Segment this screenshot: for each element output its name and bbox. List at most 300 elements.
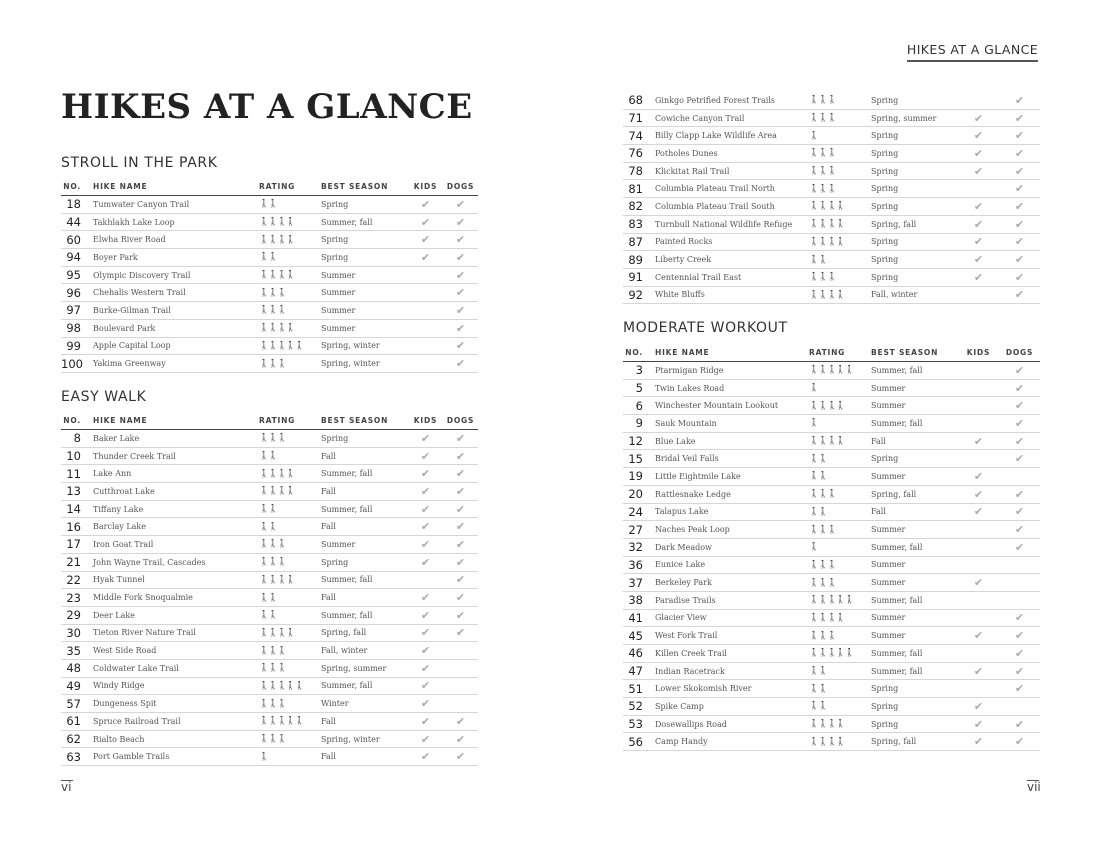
hike-name: Columbia Plateau Trail South <box>651 198 809 216</box>
dogs-check-icon: ✔ <box>455 339 466 353</box>
dogs-check-icon: ✔ <box>455 555 466 569</box>
hiker-icon: 🚶 <box>809 559 818 569</box>
hiker-icon: 🚶 <box>826 236 836 246</box>
hiker-icon: 🚶 <box>809 595 818 605</box>
table-row <box>623 432 1040 450</box>
hiker-icon: 🚶 <box>844 648 854 658</box>
best-season: Fall <box>321 483 408 501</box>
rating <box>809 556 871 574</box>
best-season: Spring <box>321 249 408 267</box>
hike-number: 78 <box>623 162 651 180</box>
hiker-icon: 🚶 <box>826 219 836 229</box>
hike-name: Tumwater Canyon Trail <box>89 196 259 214</box>
hiker-icon: 🚶 <box>826 630 836 640</box>
hiker-icon: 🚶 <box>817 113 827 123</box>
kids-check-icon: ✔ <box>420 467 431 481</box>
hike-number: 20 <box>623 485 651 503</box>
kids-cell <box>408 642 443 660</box>
dogs-check-icon: ✔ <box>1014 664 1025 678</box>
table-row <box>623 485 1040 503</box>
kids-cell <box>408 319 443 337</box>
dogs-cell <box>999 251 1040 269</box>
table-row <box>61 355 478 373</box>
hike-name: Klickitat Rail Trail <box>651 162 809 180</box>
best-season: Spring <box>871 92 958 109</box>
hiker-icon: 🚶 <box>817 612 827 622</box>
rating <box>259 196 321 214</box>
best-season: Fall, winter <box>321 642 408 660</box>
hiker-icon: 🚶 <box>267 234 277 244</box>
hiker-icon: 🚶 <box>817 736 827 746</box>
table-row <box>623 503 1040 521</box>
dogs-cell <box>999 215 1040 233</box>
hiker-icon: 🚶 <box>817 166 827 176</box>
hiker-icon: 🚶 <box>259 698 268 708</box>
dogs-check-icon: ✔ <box>455 467 466 481</box>
header-dogs: DOGS <box>443 412 478 430</box>
best-season: Spring <box>871 145 958 163</box>
hike-name: Boyer Park <box>89 249 259 267</box>
hiker-icon: 🚶 <box>259 287 268 297</box>
hiker-icon: 🚶 <box>835 236 845 246</box>
hike-number: 83 <box>623 215 651 233</box>
hiker-icon: 🚶 <box>259 217 268 227</box>
best-season: Summer <box>871 521 958 539</box>
kids-check-icon: ✔ <box>973 164 984 178</box>
dogs-check-icon: ✔ <box>1014 682 1025 696</box>
hiker-icon: 🚶 <box>809 400 818 410</box>
hike-name: Tiffany Lake <box>89 500 259 518</box>
rating <box>809 627 871 645</box>
kids-cell <box>958 286 999 304</box>
kids-check-icon: ✔ <box>973 664 984 678</box>
best-season: Spring, fall <box>871 733 958 751</box>
best-season: Spring <box>871 698 958 716</box>
hiker-icon: 🚶 <box>267 645 277 655</box>
dogs-check-icon: ✔ <box>1014 270 1025 284</box>
dogs-check-icon: ✔ <box>455 520 466 534</box>
rating <box>259 606 321 624</box>
hiker-icon: 🚶 <box>285 680 295 690</box>
hike-number: 87 <box>623 233 651 251</box>
table-row <box>623 233 1040 251</box>
hiker-icon: 🚶 <box>259 751 268 761</box>
hike-name: Port Gamble Trails <box>89 748 259 766</box>
hike-name: John Wayne Trail, Cascades <box>89 553 259 571</box>
table-header-row <box>61 178 478 196</box>
hike-number: 89 <box>623 251 651 269</box>
hike-name: Cowiche Canyon Trail <box>651 109 809 127</box>
dogs-check-icon: ✔ <box>1014 646 1025 660</box>
table-row <box>61 695 478 713</box>
best-season: Spring, fall <box>871 485 958 503</box>
dogs-cell <box>999 715 1040 733</box>
rating <box>809 233 871 251</box>
rating <box>809 468 871 486</box>
hiker-icon: 🚶 <box>267 539 277 549</box>
dogs-check-icon: ✔ <box>455 714 466 728</box>
hike-name: Boulevard Park <box>89 319 259 337</box>
header-hike-name: HIKE NAME <box>89 412 259 430</box>
hike-number: 81 <box>623 180 651 198</box>
kids-cell <box>958 215 999 233</box>
hike-number: 23 <box>61 589 89 607</box>
dogs-check-icon: ✔ <box>1014 629 1025 643</box>
rating <box>809 379 871 397</box>
dogs-cell <box>999 645 1040 663</box>
hiker-icon: 🚶 <box>267 358 277 368</box>
dogs-check-icon: ✔ <box>1014 182 1025 196</box>
kids-check-icon: ✔ <box>420 484 431 498</box>
hike-name: Thunder Creek Trail <box>89 447 259 465</box>
hiker-icon: 🚶 <box>817 183 827 193</box>
header-best-season: BEST SEASON <box>321 178 408 196</box>
kids-cell <box>408 430 443 448</box>
hike-name: Bridal Veil Falls <box>651 450 809 468</box>
table-row <box>623 109 1040 127</box>
hike-number: 32 <box>623 538 651 556</box>
rating <box>809 432 871 450</box>
hiker-icon: 🚶 <box>259 234 268 244</box>
best-season: Spring <box>871 680 958 698</box>
dogs-check-icon: ✔ <box>455 750 466 764</box>
dogs-cell <box>443 465 478 483</box>
hiker-icon: 🚶 <box>835 736 845 746</box>
kids-cell <box>408 196 443 214</box>
hiker-icon: 🚶 <box>817 453 827 463</box>
kids-check-icon: ✔ <box>973 199 984 213</box>
hike-number: 29 <box>61 606 89 624</box>
table-row <box>61 642 478 660</box>
best-season: Summer <box>321 302 408 320</box>
hiker-icon: 🚶 <box>826 201 836 211</box>
dogs-check-icon: ✔ <box>1014 399 1025 413</box>
rating <box>259 695 321 713</box>
best-season: Fall <box>321 447 408 465</box>
dogs-cell <box>443 430 478 448</box>
rating <box>809 645 871 663</box>
table-row <box>623 609 1040 627</box>
kids-cell <box>958 198 999 216</box>
hike-name: Middle Fork Snoqualmie <box>89 589 259 607</box>
kids-cell <box>958 92 999 109</box>
hiker-icon: 🚶 <box>267 252 277 262</box>
hiker-icon: 🚶 <box>809 666 818 676</box>
hiker-icon: 🚶 <box>285 217 295 227</box>
kids-cell <box>408 465 443 483</box>
rating <box>809 415 871 433</box>
hiker-icon: 🚶 <box>826 595 836 605</box>
hiker-icon: 🚶 <box>809 183 818 193</box>
kids-cell <box>958 503 999 521</box>
hike-number: 21 <box>61 553 89 571</box>
dogs-check-icon: ✔ <box>1014 111 1025 125</box>
hike-name: Sauk Mountain <box>651 415 809 433</box>
dogs-check-icon: ✔ <box>455 626 466 640</box>
hiker-icon: 🚶 <box>276 627 286 637</box>
table-row <box>623 127 1040 145</box>
dogs-cell <box>999 286 1040 304</box>
hiker-icon: 🚶 <box>259 199 268 209</box>
best-season: Fall <box>871 432 958 450</box>
kids-cell <box>408 748 443 766</box>
hiker-icon: 🚶 <box>809 630 818 640</box>
hike-number: 24 <box>623 503 651 521</box>
best-season: Summer <box>871 379 958 397</box>
hike-name: Camp Handy <box>651 733 809 751</box>
dogs-cell <box>443 337 478 355</box>
best-season: Fall <box>321 748 408 766</box>
dogs-cell <box>443 677 478 695</box>
hiker-icon: 🚶 <box>267 592 277 602</box>
continued-table <box>623 92 1040 304</box>
dogs-cell <box>443 266 478 284</box>
hiker-icon: 🚶 <box>809 272 818 282</box>
best-season: Winter <box>321 695 408 713</box>
hike-number: 13 <box>61 483 89 501</box>
hiker-icon: 🚶 <box>809 95 818 105</box>
hiker-icon: 🚶 <box>817 559 827 569</box>
hiker-icon: 🚶 <box>809 166 818 176</box>
running-head: HIKES AT A GLANCE <box>907 42 1038 62</box>
hiker-icon: 🚶 <box>267 433 277 443</box>
header-kids: KIDS <box>408 412 443 430</box>
dogs-check-icon: ✔ <box>1014 288 1025 302</box>
hiker-icon: 🚶 <box>817 148 827 158</box>
dogs-check-icon: ✔ <box>455 502 466 516</box>
hiker-icon: 🚶 <box>826 524 836 534</box>
kids-cell <box>958 574 999 592</box>
hiker-icon: 🚶 <box>826 166 836 176</box>
kids-check-icon: ✔ <box>420 537 431 551</box>
hiker-icon: 🚶 <box>817 254 827 264</box>
table-row <box>623 362 1040 380</box>
dogs-cell <box>999 521 1040 539</box>
table-row <box>623 215 1040 233</box>
header-best-season: BEST SEASON <box>871 344 958 362</box>
hiker-icon: 🚶 <box>267 574 277 584</box>
best-season: Summer <box>871 609 958 627</box>
hike-name: Ginkgo Petrified Forest Trails <box>651 92 809 109</box>
kids-cell <box>958 698 999 716</box>
rating <box>259 536 321 554</box>
kids-check-icon: ✔ <box>973 270 984 284</box>
dogs-cell <box>443 606 478 624</box>
hiker-icon: 🚶 <box>817 436 827 446</box>
rating <box>259 447 321 465</box>
header-no: NO. <box>623 344 651 362</box>
rating <box>809 162 871 180</box>
dogs-check-icon: ✔ <box>1014 93 1025 107</box>
section-title-moderate: MODERATE WORKOUT <box>623 320 788 336</box>
best-season: Spring <box>871 251 958 269</box>
rating <box>259 249 321 267</box>
rating <box>259 319 321 337</box>
header-kids: KIDS <box>958 344 999 362</box>
dogs-cell <box>443 571 478 589</box>
hike-name: Centennial Trail East <box>651 268 809 286</box>
kids-check-icon: ✔ <box>973 699 984 713</box>
section-title-easy: EASY WALK <box>61 389 147 405</box>
hiker-icon: 🚶 <box>259 486 268 496</box>
kids-check-icon: ✔ <box>973 469 984 483</box>
kids-check-icon: ✔ <box>420 233 431 247</box>
kids-cell <box>958 109 999 127</box>
best-season: Fall <box>321 589 408 607</box>
dogs-check-icon: ✔ <box>1014 381 1025 395</box>
hiker-icon: 🚶 <box>285 234 295 244</box>
best-season: Spring <box>871 715 958 733</box>
hike-number: 71 <box>623 109 651 127</box>
best-season: Summer <box>321 319 408 337</box>
hike-name: Deer Lake <box>89 606 259 624</box>
hiker-icon: 🚶 <box>285 270 295 280</box>
dogs-cell <box>999 127 1040 145</box>
dogs-cell <box>999 450 1040 468</box>
table-row <box>623 145 1040 163</box>
dogs-check-icon: ✔ <box>1014 199 1025 213</box>
hike-name: Dark Meadow <box>651 538 809 556</box>
kids-cell <box>958 645 999 663</box>
rating <box>259 518 321 536</box>
rating <box>809 397 871 415</box>
kids-check-icon: ✔ <box>420 608 431 622</box>
best-season: Spring, fall <box>321 624 408 642</box>
hiker-icon: 🚶 <box>835 719 845 729</box>
kids-cell <box>958 415 999 433</box>
hiker-icon: 🚶 <box>817 648 827 658</box>
kids-check-icon: ✔ <box>973 434 984 448</box>
dogs-check-icon: ✔ <box>1014 487 1025 501</box>
dogs-check-icon: ✔ <box>455 449 466 463</box>
kids-check-icon: ✔ <box>973 576 984 590</box>
header-rating: RATING <box>259 178 321 196</box>
kids-cell <box>958 680 999 698</box>
rating <box>809 662 871 680</box>
hike-number: 94 <box>61 249 89 267</box>
hike-number: 91 <box>623 268 651 286</box>
hike-number: 46 <box>623 645 651 663</box>
kids-cell <box>958 627 999 645</box>
kids-cell <box>958 733 999 751</box>
hiker-icon: 🚶 <box>259 734 268 744</box>
table-row <box>61 571 478 589</box>
hiker-icon: 🚶 <box>826 272 836 282</box>
dogs-check-icon: ✔ <box>455 431 466 445</box>
hiker-icon: 🚶 <box>276 574 286 584</box>
rating <box>259 659 321 677</box>
hiker-icon: 🚶 <box>817 365 827 375</box>
rating <box>809 109 871 127</box>
hiker-icon: 🚶 <box>826 559 836 569</box>
kids-cell <box>958 450 999 468</box>
rating <box>809 574 871 592</box>
hike-name: Coldwater Lake Trail <box>89 659 259 677</box>
hiker-icon: 🚶 <box>817 236 827 246</box>
hiker-icon: 🚶 <box>826 400 836 410</box>
kids-check-icon: ✔ <box>420 431 431 445</box>
dogs-check-icon: ✔ <box>1014 253 1025 267</box>
hiker-icon: 🚶 <box>259 358 268 368</box>
kids-cell <box>408 518 443 536</box>
table-row <box>623 92 1040 109</box>
kids-cell <box>958 432 999 450</box>
hiker-icon: 🚶 <box>817 524 827 534</box>
hike-number: 18 <box>61 196 89 214</box>
dogs-cell <box>443 748 478 766</box>
hiker-icon: 🚶 <box>259 557 268 567</box>
dogs-cell <box>443 483 478 501</box>
hiker-icon: 🚶 <box>809 736 818 746</box>
hiker-icon: 🚶 <box>809 383 818 393</box>
best-season: Summer, fall <box>321 465 408 483</box>
table-row <box>623 538 1040 556</box>
hiker-icon: 🚶 <box>809 254 818 264</box>
hike-number: 27 <box>623 521 651 539</box>
kids-check-icon: ✔ <box>420 714 431 728</box>
kids-check-icon: ✔ <box>420 502 431 516</box>
dogs-cell <box>443 249 478 267</box>
hike-name: Rialto Beach <box>89 730 259 748</box>
table-row <box>623 198 1040 216</box>
hiker-icon: 🚶 <box>285 340 295 350</box>
hiker-icon: 🚶 <box>809 201 818 211</box>
table-row <box>623 521 1040 539</box>
hiker-icon: 🚶 <box>285 716 295 726</box>
kids-cell <box>408 730 443 748</box>
kids-cell <box>958 538 999 556</box>
kids-check-icon: ✔ <box>420 197 431 211</box>
hiker-icon: 🚶 <box>267 627 277 637</box>
hike-number: 48 <box>61 659 89 677</box>
dogs-cell <box>443 536 478 554</box>
table-row <box>61 518 478 536</box>
rating <box>809 198 871 216</box>
dogs-cell <box>443 518 478 536</box>
hike-name: Turnbull National Wildlife Refuge <box>651 215 809 233</box>
table-row <box>61 447 478 465</box>
rating <box>809 609 871 627</box>
hike-number: 30 <box>61 624 89 642</box>
kids-check-icon: ✔ <box>420 449 431 463</box>
hike-name: Naches Peak Loop <box>651 521 809 539</box>
hike-number: 41 <box>623 609 651 627</box>
hike-number: 8 <box>61 430 89 448</box>
kids-cell <box>958 180 999 198</box>
dogs-check-icon: ✔ <box>1014 735 1025 749</box>
kids-cell <box>408 695 443 713</box>
hike-name: Tieton River Nature Trail <box>89 624 259 642</box>
hike-number: 38 <box>623 591 651 609</box>
best-season: Summer, fall <box>321 677 408 695</box>
hiker-icon: 🚶 <box>259 252 268 262</box>
hiker-icon: 🚶 <box>276 645 286 655</box>
hiker-icon: 🚶 <box>835 219 845 229</box>
hiker-icon: 🚶 <box>826 719 836 729</box>
rating <box>259 430 321 448</box>
dogs-check-icon: ✔ <box>1014 235 1025 249</box>
hiker-icon: 🚶 <box>267 217 277 227</box>
hiker-icon: 🚶 <box>817 400 827 410</box>
dogs-check-icon: ✔ <box>455 286 466 300</box>
right-page <box>550 0 1100 855</box>
dogs-check-icon: ✔ <box>1014 452 1025 466</box>
hiker-icon: 🚶 <box>259 539 268 549</box>
rating <box>809 715 871 733</box>
hiker-icon: 🚶 <box>294 340 304 350</box>
rating <box>259 713 321 731</box>
dogs-cell <box>999 432 1040 450</box>
